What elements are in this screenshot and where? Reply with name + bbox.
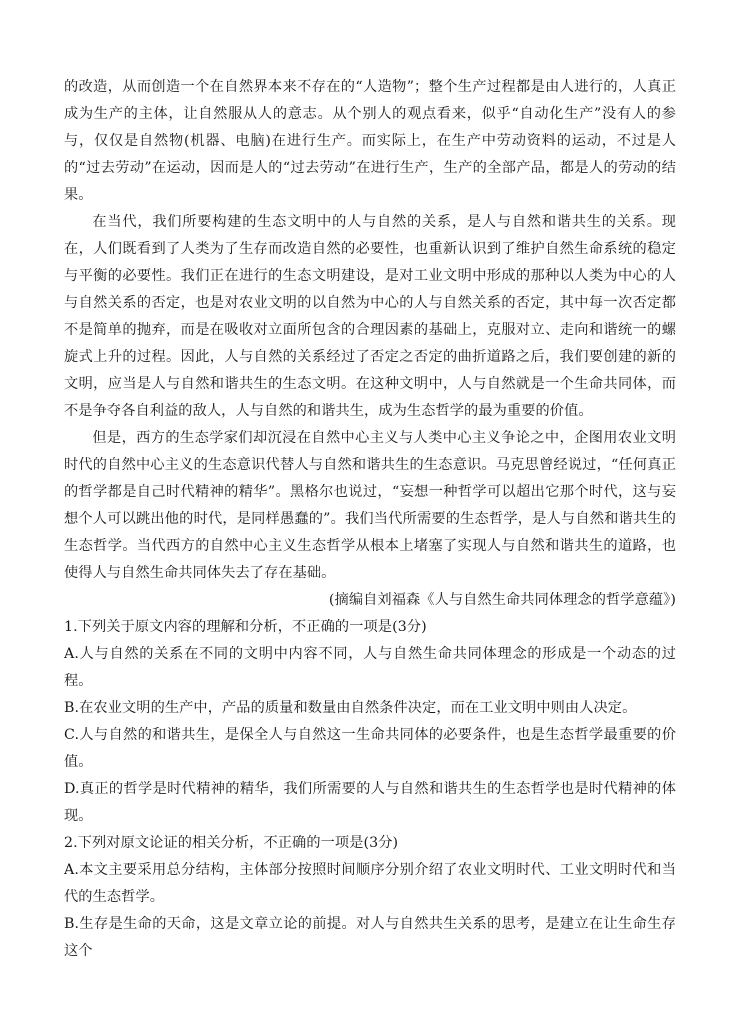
passage-paragraph: 在当代，我们所要构建的生态文明中的人与自然的关系，是人与自然和谐共生的关系。现在，人们既看到了人类为了生存而改造自然的必要性，也重新认识到了维护自然生命系统的稳定与平衡的必要性。我们正在进行的生态文明建设，是对工业文明中形成的那种以人类为中心的人与自然关系的否定，也是对农业文明的以自然为中心的人与自然关系的否定，其中每一次否定都不是简单的抛弃，而是在吸收对立面所包含的合理因素的基础上，克服对立、走向和谐统一的螺旋式上升的过程。因此，人与自然的关系经过了否定之否定的曲折道路之后，我们要创建的新的文明，应当是人与自然和谐共生的生态文明。在这种文明中，人与自然就是一个生命共同体，而不是争夺各自利益的敌人，人与自然的和谐共生，成为生态哲学的最为重要的价值。 [64,214,676,419]
question-option-a: A.人与自然的关系在不同的文明中内容不同，人与自然生命共同体理念的形成是一个动态的过程。 [64,646,676,689]
question-stem: 2.下列对原文论证的相关分析，不正确的一项是(3分) [64,835,399,851]
question-stem: 1.下列关于原文内容的理解和分析，不正确的一项是(3分) [64,619,427,635]
question-option-b: B.在农业文明的生产中，产品的质量和数量由自然条件决定，而在工业文明中则由人决定。 [64,700,637,716]
passage-paragraph: 但是，西方的生态学家们却沉浸在自然中心主义与人类中心主义争论之中，企图用农业文明时代的自然中心主义的生态意识代替人与自然和谐共生的生态意识。马克思曾经说过，“任何真正的哲学都是自己时代精神的精华”。黑格尔也说过，“妄想一种哲学可以超出它那个时代，这与妄想个人可以跳出他的时代，是同样愚蠢的”。我们当代所需要的生态哲学，是人与自然和谐共生的生态哲学。当代西方的自然中心主义生态哲学从根本上堵塞了实现人与自然和谐共生的道路，也使得人与自然生命共同体失去了存在基础。 [64,430,676,581]
question-option-c: C.人与自然的和谐共生，是保全人与自然这一生命共同体的必要条件，也是生态哲学最重要的价值。 [64,727,676,770]
question-option-b: B.生存是生命的天命，这是文章立论的前提。对人与自然共生关系的思考，是建立在让生命生存这个 [64,916,676,959]
question-2 [64,830,676,965]
question-1 [64,614,676,830]
passage-source: (摘编自刘福森《人与自然生命共同体理念的哲学意蕴》) [328,592,676,608]
passage-paragraph: 的改造，从而创造一个在自然界本来不存在的“人造物”；整个生产过程都是由人进行的，人真正成为生产的主体，让自然服从人的意志。从个别人的观点看来，似乎“自动化生产”没有人的参与，仅仅是自然物(机器、电脑)在进行生产。而实际上，在生产中劳动资料的运动，不过是人的“过去劳动”在运动，因而是人的“过去劳动”在进行生产，生产的全部产品，都是人的劳动的结果。 [64,79,676,203]
question-option-d: D.真正的哲学是时代精神的精华，我们所需要的人与自然和谐共生的生态哲学也是时代精神的体现。 [64,781,676,824]
question-option-a: A.本文主要采用总分结构，主体部分按照时间顺序分别介绍了农业文明时代、工业文明时代和当代的生态哲学。 [64,862,676,905]
text-column [64,74,676,965]
